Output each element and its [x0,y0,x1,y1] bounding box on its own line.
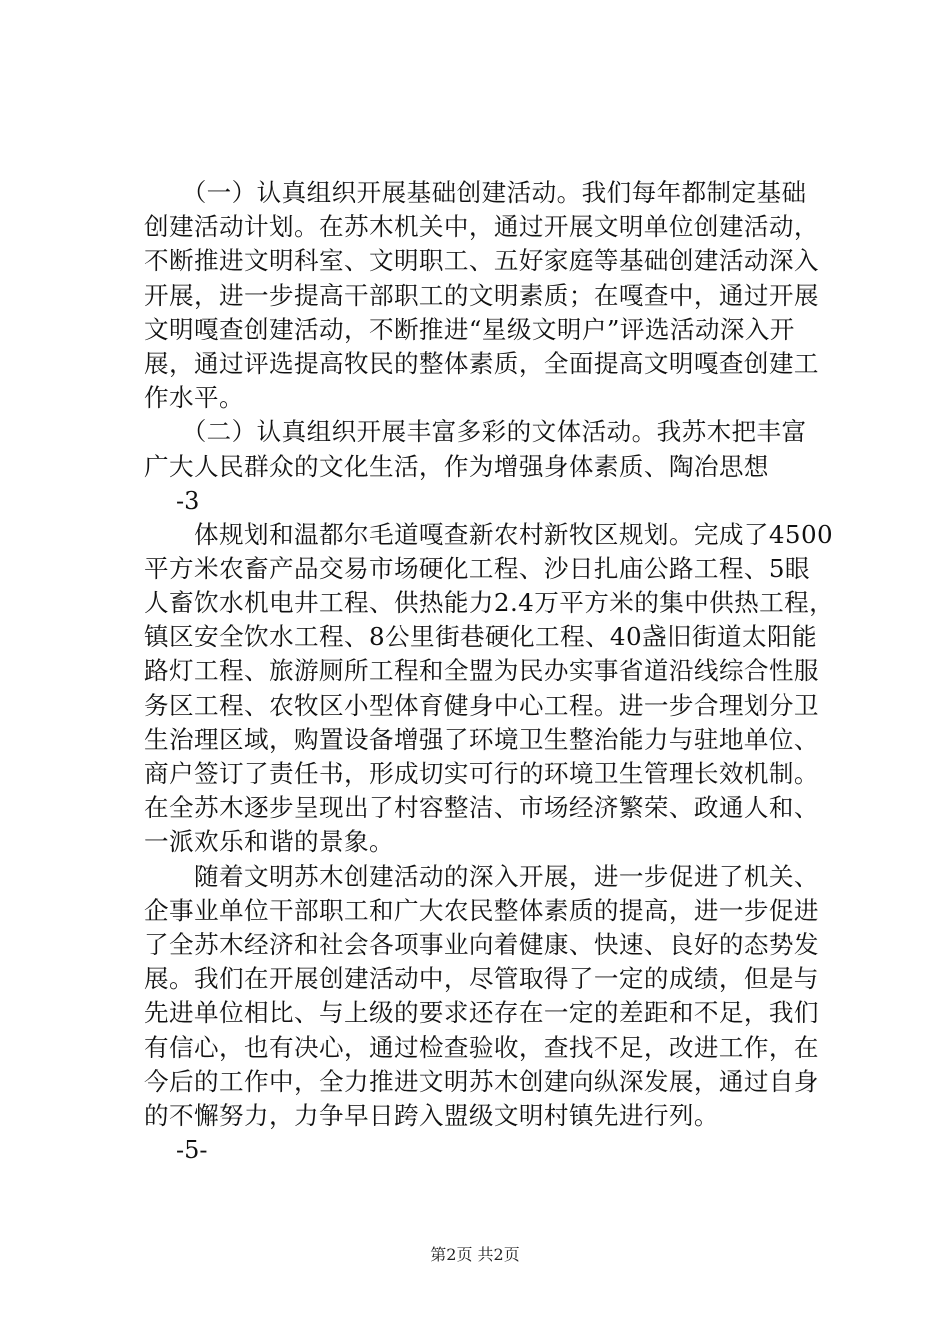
paragraph-line: 有信心，也有决心，通过检查验收，查找不足，改进工作，在 [144,1032,819,1062]
paragraph-line: （一）认真组织开展基础创建活动。我们每年都制定基础 [144,178,807,207]
paragraph-line: 商户签订了责任书，形成切实可行的环境卫生管理长效机制。 [144,759,819,788]
paragraph-line: 镇区安全饮水工程、8公里街巷硬化工程、40盏旧街道太阳能 [144,622,817,652]
paragraph-line: 了全苏木经济和社会各项事业向着健康、快速、良好的态势发 [144,929,819,959]
document-body [144,176,834,1167]
page-footer: 第2页 共2页 [430,1245,520,1264]
paragraph-line: 务区工程、农牧区小型体育健身中心工程。进一步合理划分卫 [144,690,819,720]
page-marker: -3 [176,486,200,515]
paragraph-line: 广大人民群众的文化生活，作为增强身体素质、陶冶思想 [144,451,769,481]
paragraph-line: 展，通过评选提高牧民的整体素质，全面提高文明嘎查创建工 [144,348,819,378]
paragraph-line: 先进单位相比、与上级的要求还存在一定的差距和不足，我们 [144,998,819,1028]
paragraph-line: 展。我们在开展创建活动中，尽管取得了一定的成绩，但是与 [144,964,819,994]
paragraph-line: 不断推进文明科室、文明职工、五好家庭等基础创建活动深入 [144,246,819,276]
paragraph-line: 企事业单位干部职工和广大农民整体素质的提高，进一步促进 [144,895,819,925]
paragraph-line: 作水平。 [144,383,244,413]
page-marker: -5- [176,1136,208,1165]
paragraph-line: 平方米农畜产品交易市场硬化工程、沙日扎庙公路工程、5眼 [144,553,810,583]
paragraph-line: 人畜饮水机电井工程、供热能力2.4万平方米的集中供热工程， [144,588,835,618]
paragraph-line: 在全苏木逐步呈现出了村容整洁、市场经济繁荣、政通人和、 [144,793,819,823]
paragraph-line: 体规划和温都尔毛道嘎查新农村新牧区规划。完成了4500 [144,519,834,549]
paragraph-line: 一派欢乐和谐的景象。 [144,827,394,857]
paragraph-line: 开展，进一步提高干部职工的文明素质；在嘎查中，通过开展 [144,280,819,310]
paragraph-line: 生治理区域，购置设备增强了环境卫生整治能力与驻地单位、 [144,724,819,754]
paragraph-line: 今后的工作中，全力推进文明苏木创建向纵深发展，通过自身 [144,1066,819,1096]
paragraph-line: 文明嘎查创建活动，不断推进“星级文明户”评选活动深入开 [144,314,795,344]
paragraph-line: （二）认真组织开展丰富多彩的文体活动。我苏木把丰富 [144,417,807,447]
paragraph-line: 的不懈努力，力争早日跨入盟级文明村镇先进行列。 [144,1100,719,1130]
paragraph-line: 随着文明苏木创建活动的深入开展，进一步促进了机关、 [144,861,819,891]
paragraph-line: 路灯工程、旅游厕所工程和全盟为民办实事省道沿线综合性服 [144,656,819,686]
paragraph-line: 创建活动计划。在苏木机关中，通过开展文明单位创建活动， [144,212,819,242]
